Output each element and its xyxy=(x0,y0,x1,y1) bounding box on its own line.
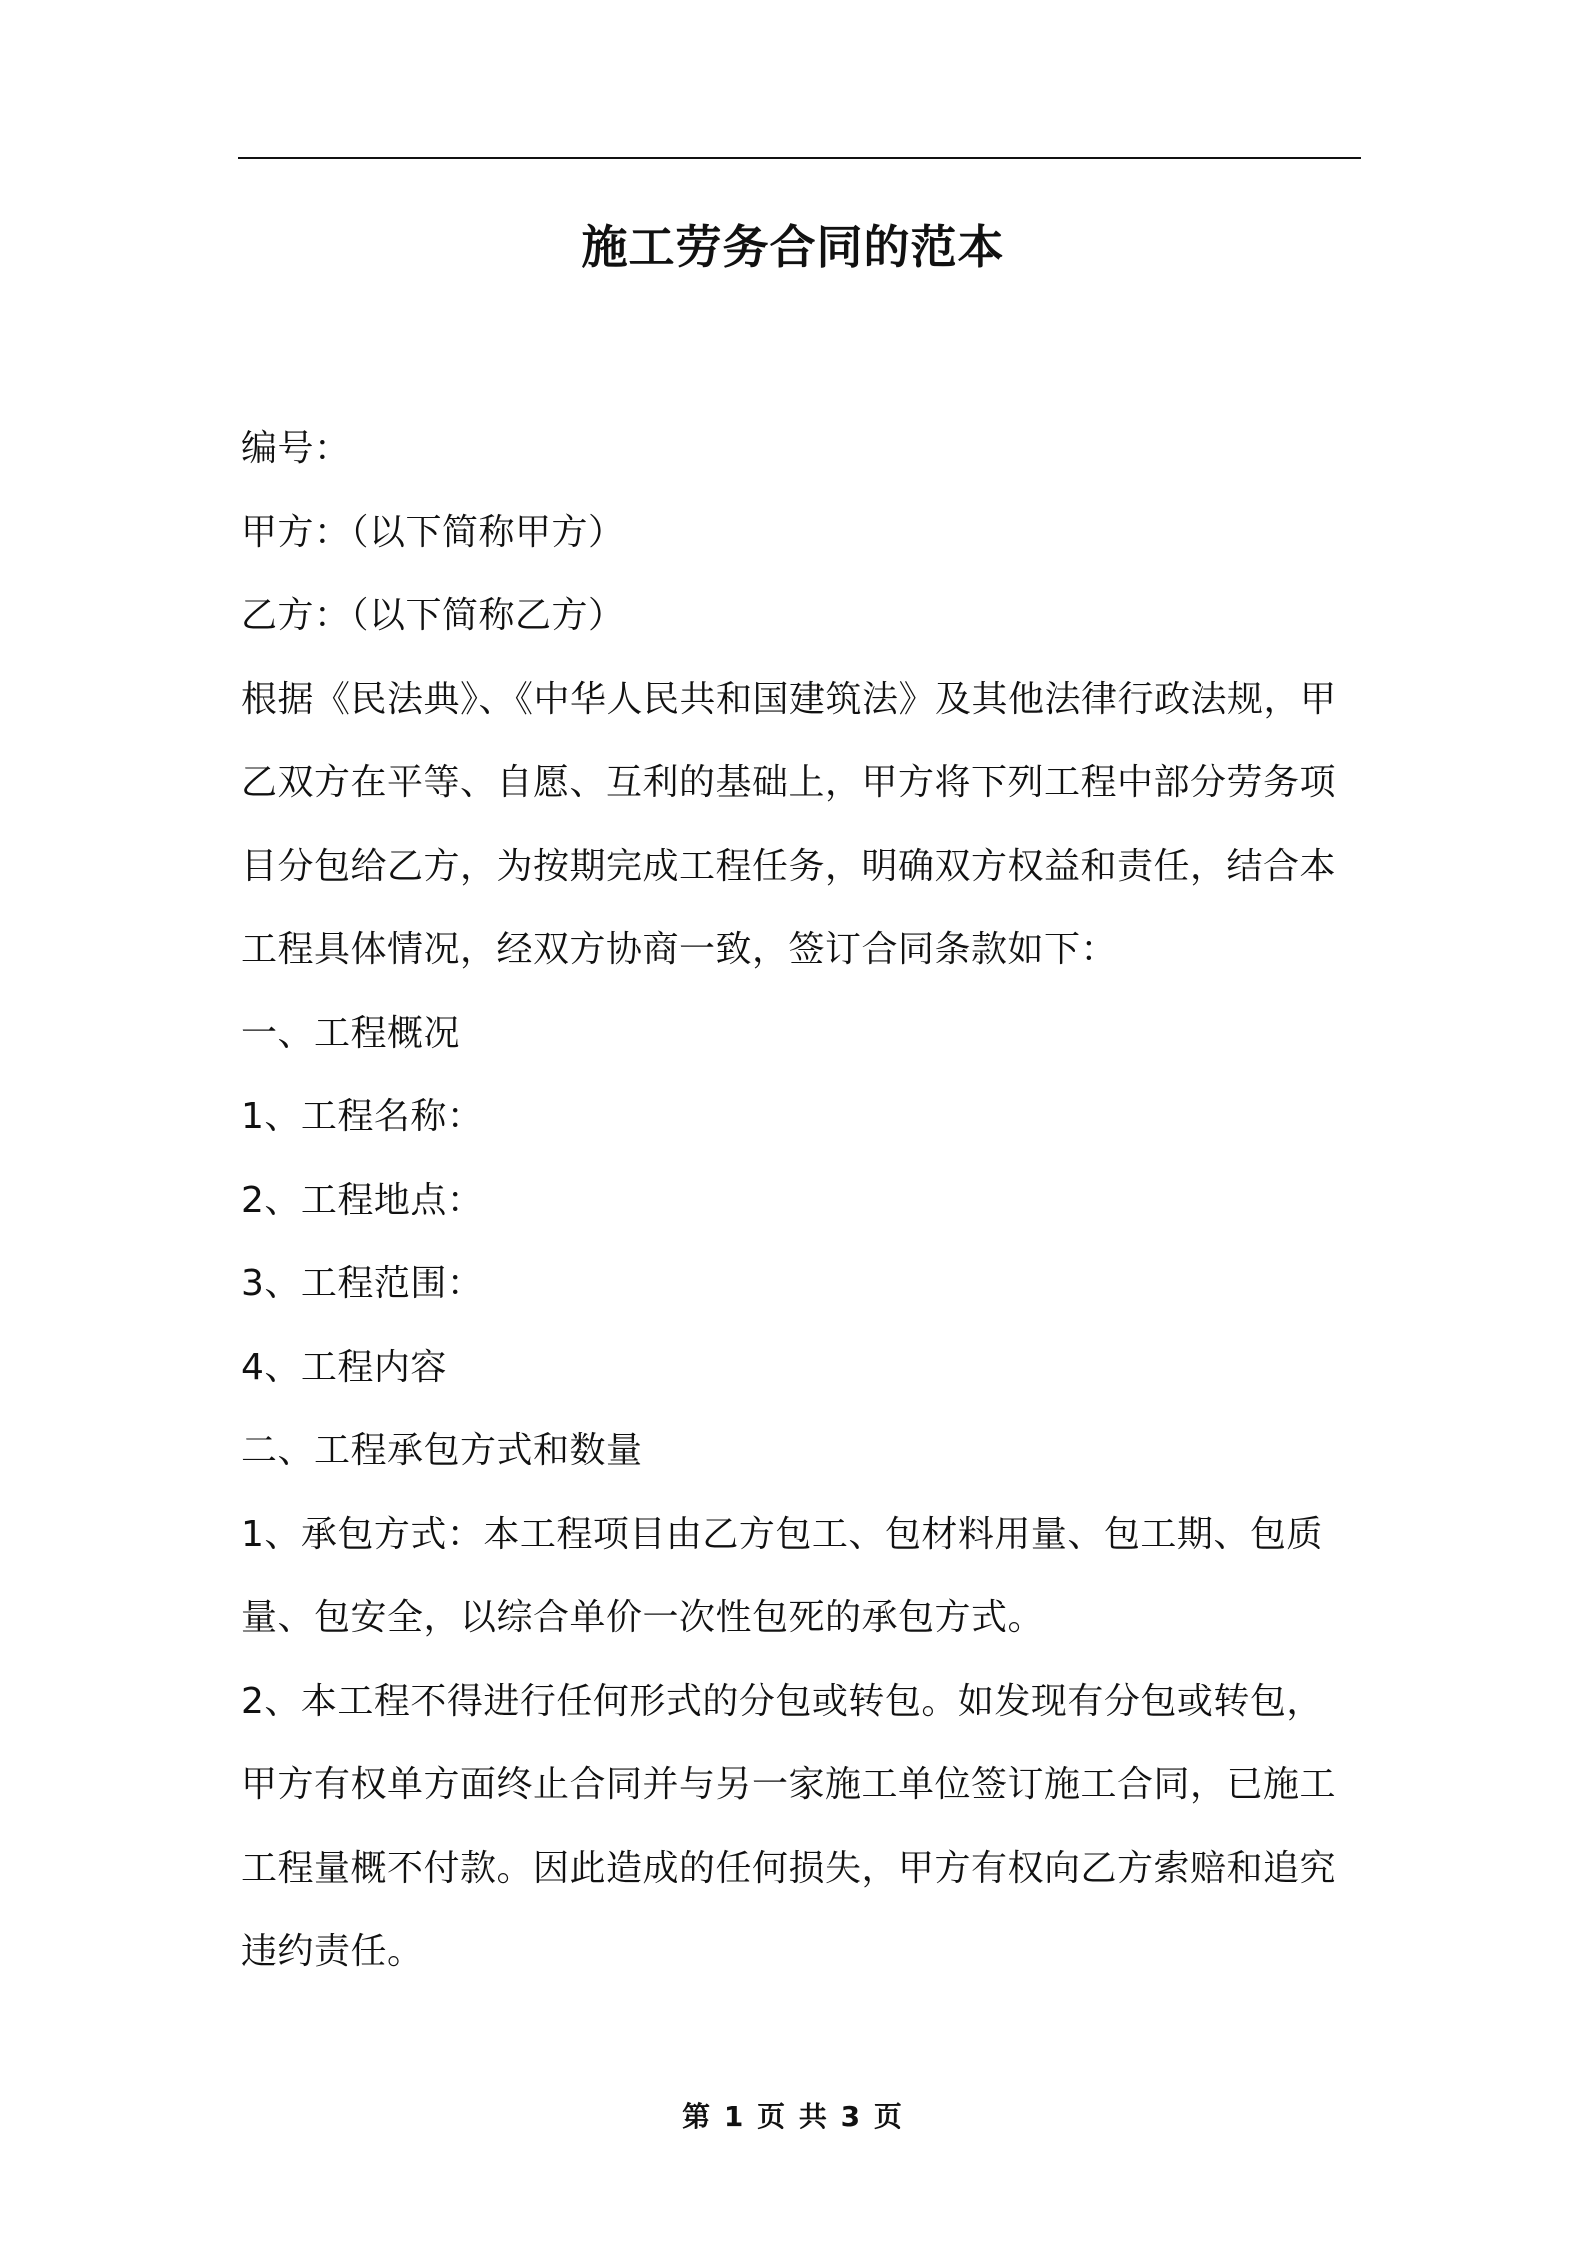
project-name-line: 1、工程名称： xyxy=(241,1096,484,1137)
preamble-line-4: 工程具体情况，经双方协商一致，签订合同条款如下： xyxy=(241,929,1118,970)
preamble-line-2: 乙双方在平等、自愿、互利的基础上，甲方将下列工程中部分劳务项 xyxy=(241,762,1337,803)
clause-2-2-line-1: 2、本工程不得进行任何形式的分包或转包。如发现有分包或转包， xyxy=(241,1680,1323,1722)
document-body xyxy=(241,407,1359,1994)
section-heading-1: 一、工程概况 xyxy=(241,1012,461,1054)
clause-2-2-line-2: 甲方有权单方面终止合同并与另一家施工单位签订施工合同，已施工 xyxy=(241,1764,1337,1805)
section-heading-2: 二、工程承包方式和数量 xyxy=(241,1430,643,1471)
clause-2-1-line-2: 量、包安全，以综合单价一次性包死的承包方式。 xyxy=(241,1597,1045,1638)
project-location-line: 2、工程地点： xyxy=(241,1179,484,1221)
page-number-footer: 第 1 页 共 3 页 xyxy=(682,2100,904,2133)
project-content-line: 4、工程内容 xyxy=(241,1346,447,1388)
clause-2-2-line-4: 违约责任。 xyxy=(241,1931,424,1972)
party-b-line: 乙方：（以下简称乙方） xyxy=(241,595,625,636)
party-a-line: 甲方：（以下简称甲方） xyxy=(241,511,625,553)
contract-number-line: 编号： xyxy=(241,428,351,469)
preamble-line-3: 目分包给乙方，为按期完成工程任务，明确双方权益和责任，结合本 xyxy=(241,845,1337,887)
clause-2-1-line-1: 1、承包方式：本工程项目由乙方包工、包材料用量、包工期、包质 xyxy=(241,1513,1323,1555)
document-title: 施工劳务合同的范本 xyxy=(581,220,1005,274)
header-rule xyxy=(238,157,1361,159)
preamble-line-1: 根据《民法典》、《中华人民共和国建筑法》及其他法律行政法规，甲 xyxy=(241,678,1337,720)
project-scope-line: 3、工程范围： xyxy=(241,1263,484,1304)
clause-2-2-line-3: 工程量概不付款。因此造成的任何损失，甲方有权向乙方索赔和追究 xyxy=(241,1847,1337,1889)
